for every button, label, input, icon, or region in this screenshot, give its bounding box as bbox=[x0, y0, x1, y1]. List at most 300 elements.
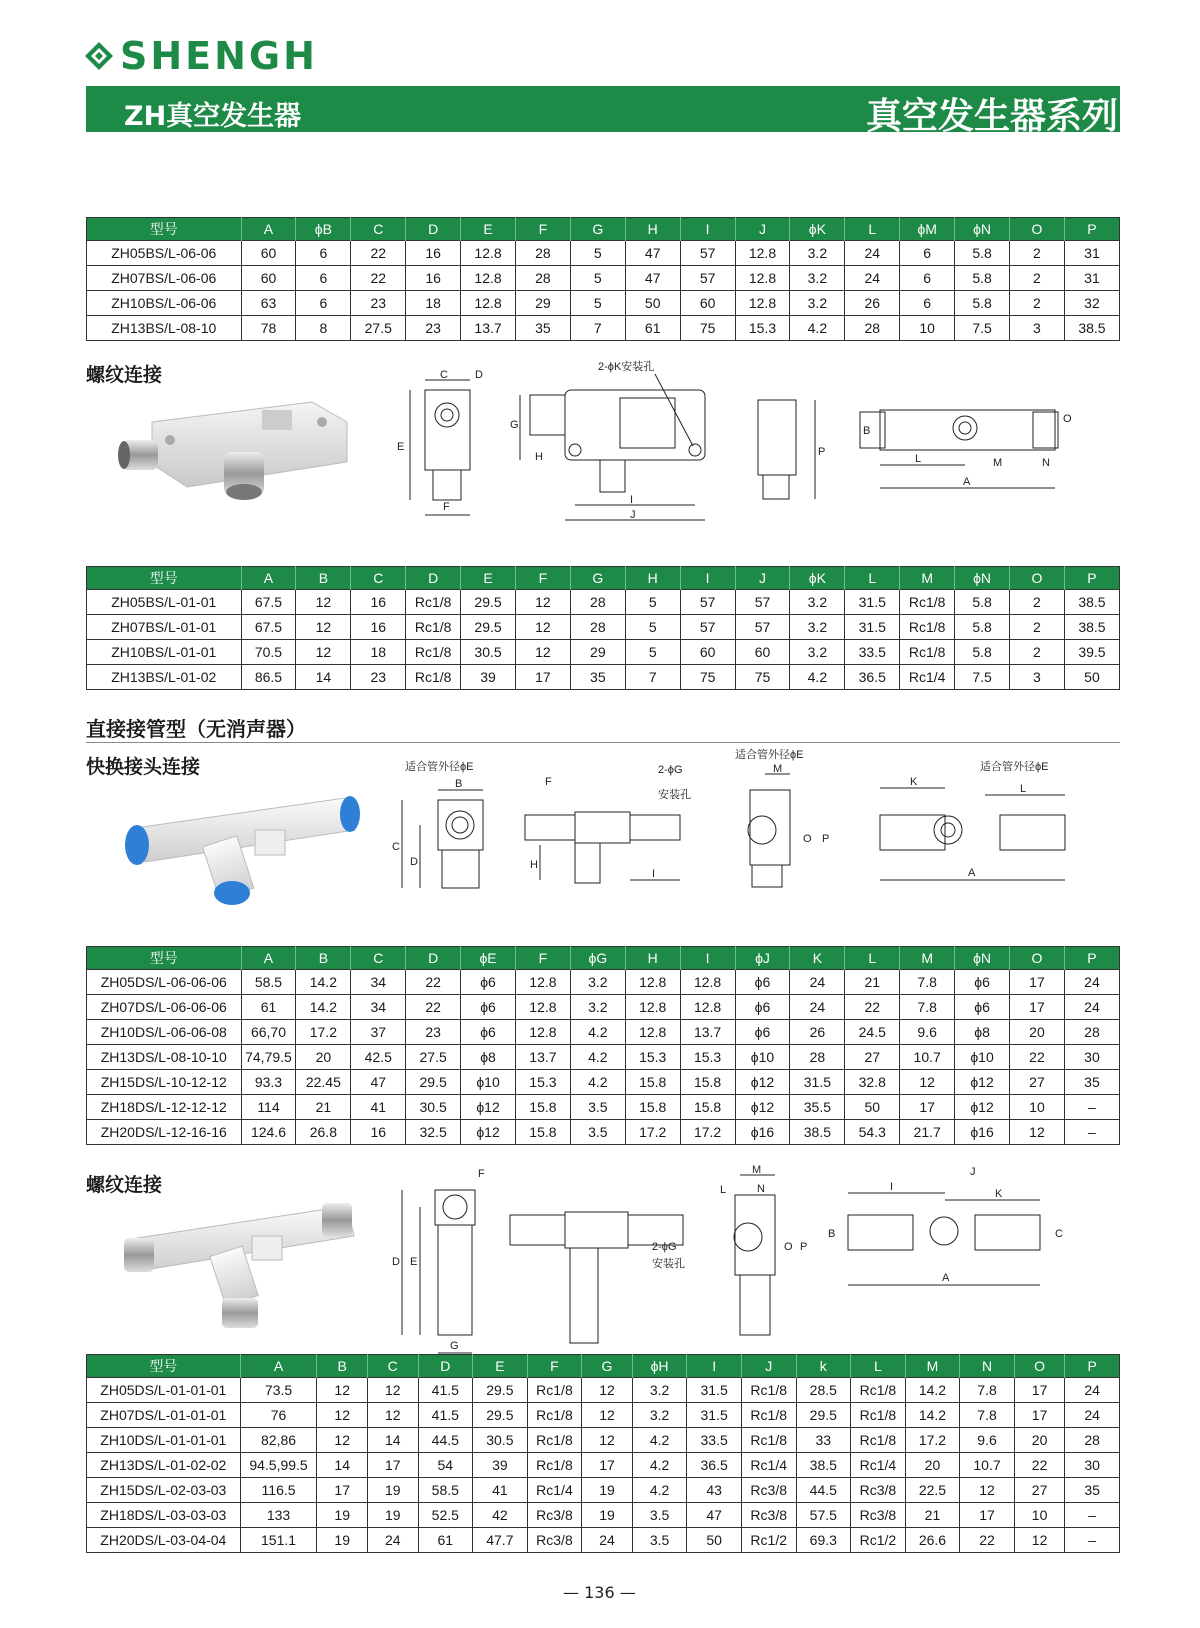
value-cell: ϕ6 bbox=[461, 1020, 516, 1045]
svg-text:A: A bbox=[942, 1272, 950, 1284]
value-cell: 50 bbox=[687, 1528, 742, 1553]
value-cell: 12 bbox=[582, 1403, 633, 1428]
value-cell: 19 bbox=[367, 1478, 418, 1503]
value-cell: 7.8 bbox=[900, 995, 955, 1020]
value-cell: ϕ6 bbox=[735, 970, 790, 995]
value-cell: 19 bbox=[582, 1478, 633, 1503]
value-cell: 75 bbox=[680, 665, 735, 690]
value-cell: 17 bbox=[367, 1453, 418, 1478]
value-cell: Rc1/4 bbox=[851, 1453, 906, 1478]
value-cell: 26 bbox=[845, 291, 900, 316]
svg-text:D: D bbox=[475, 369, 483, 381]
value-cell: 57 bbox=[735, 615, 790, 640]
value-cell: ϕ16 bbox=[735, 1120, 790, 1145]
value-cell: 18 bbox=[351, 640, 406, 665]
svg-text:B: B bbox=[863, 425, 871, 437]
svg-text:B: B bbox=[455, 778, 463, 790]
value-cell: 22.5 bbox=[905, 1478, 960, 1503]
value-cell: 7.8 bbox=[900, 970, 955, 995]
value-cell: 6 bbox=[296, 291, 351, 316]
column-header: K bbox=[790, 947, 845, 970]
value-cell: 35 bbox=[570, 665, 625, 690]
value-cell: 19 bbox=[582, 1503, 633, 1528]
value-cell: 5.8 bbox=[955, 590, 1010, 615]
value-cell: 17.2 bbox=[905, 1428, 960, 1453]
column-header: L bbox=[845, 567, 900, 590]
value-cell: 74,79.5 bbox=[241, 1045, 296, 1070]
value-cell: 3.2 bbox=[790, 590, 845, 615]
value-cell: 39 bbox=[461, 665, 516, 690]
value-cell: Rc1/4 bbox=[527, 1478, 582, 1503]
table-row bbox=[87, 241, 1120, 266]
value-cell: 19 bbox=[367, 1503, 418, 1528]
column-header: J bbox=[741, 1355, 796, 1378]
svg-text:F: F bbox=[478, 1168, 485, 1180]
value-cell: 15.3 bbox=[680, 1045, 735, 1070]
table-row bbox=[87, 1403, 1120, 1428]
value-cell: 36.5 bbox=[845, 665, 900, 690]
spec-table-4 bbox=[86, 1354, 1120, 1553]
column-header: B bbox=[296, 947, 351, 970]
model-cell: ZH13DS/L-01-02-02 bbox=[87, 1453, 241, 1478]
model-cell: ZH07DS/L-01-01-01 bbox=[87, 1403, 241, 1428]
value-cell: 44.5 bbox=[796, 1478, 851, 1503]
value-cell: 17 bbox=[1014, 1403, 1065, 1428]
value-cell: 9.6 bbox=[960, 1428, 1015, 1453]
value-cell: 24 bbox=[1065, 1403, 1120, 1428]
table-row bbox=[87, 1070, 1120, 1095]
value-cell: Rc1/8 bbox=[741, 1428, 796, 1453]
value-cell: 2 bbox=[1010, 241, 1065, 266]
section-title-direct-connect: 直接接管型（无消声器） bbox=[86, 717, 306, 741]
column-header: O bbox=[1014, 1355, 1065, 1378]
value-cell: 28 bbox=[515, 241, 570, 266]
value-cell: 12 bbox=[582, 1378, 633, 1403]
value-cell: 22 bbox=[351, 241, 406, 266]
value-cell: 57 bbox=[735, 590, 790, 615]
value-cell: 17 bbox=[1010, 970, 1065, 995]
value-cell: 58.5 bbox=[241, 970, 296, 995]
value-cell: 17 bbox=[1014, 1378, 1065, 1403]
value-cell: 24.5 bbox=[845, 1020, 900, 1045]
value-cell: 4.2 bbox=[790, 665, 845, 690]
value-cell: 63 bbox=[241, 291, 296, 316]
table-row bbox=[87, 291, 1120, 316]
value-cell: 60 bbox=[241, 241, 296, 266]
value-cell: 50 bbox=[625, 291, 680, 316]
column-header: ϕH bbox=[632, 1355, 687, 1378]
value-cell: 5.8 bbox=[955, 291, 1010, 316]
value-cell: Rc3/8 bbox=[851, 1478, 906, 1503]
svg-text:P: P bbox=[818, 446, 826, 458]
value-cell: 15.3 bbox=[515, 1070, 570, 1095]
model-cell: ZH20DS/L-03-04-04 bbox=[87, 1528, 241, 1553]
svg-text:N: N bbox=[757, 1183, 765, 1195]
value-cell: 60 bbox=[680, 291, 735, 316]
value-cell: 47 bbox=[687, 1503, 742, 1528]
value-cell: 20 bbox=[905, 1453, 960, 1478]
logo-text: SHENGH bbox=[120, 34, 318, 78]
value-cell: 24 bbox=[367, 1528, 418, 1553]
value-cell: 114 bbox=[241, 1095, 296, 1120]
value-cell: 67.5 bbox=[241, 590, 296, 615]
value-cell: 12 bbox=[515, 640, 570, 665]
value-cell: 2 bbox=[1010, 615, 1065, 640]
value-cell: Rc3/8 bbox=[527, 1528, 582, 1553]
model-cell: ZH05BS/L-01-01 bbox=[87, 590, 242, 615]
value-cell: 28 bbox=[570, 590, 625, 615]
column-header: E bbox=[473, 1355, 528, 1378]
value-cell: 36.5 bbox=[687, 1453, 742, 1478]
table-row bbox=[87, 970, 1120, 995]
value-cell: 33.5 bbox=[687, 1428, 742, 1453]
value-cell: 31 bbox=[1064, 241, 1119, 266]
mount-g-label-3: 2-ϕG bbox=[652, 1241, 677, 1253]
value-cell: 12 bbox=[1014, 1528, 1065, 1553]
value-cell: 12.8 bbox=[680, 995, 735, 1020]
value-cell: 3.5 bbox=[632, 1528, 687, 1553]
value-cell: 2 bbox=[1010, 266, 1065, 291]
table-row bbox=[87, 1095, 1120, 1120]
value-cell: 12.8 bbox=[461, 291, 516, 316]
table-row bbox=[87, 1503, 1120, 1528]
table-row bbox=[87, 316, 1120, 341]
value-cell: Rc1/8 bbox=[527, 1403, 582, 1428]
value-cell: Rc1/4 bbox=[741, 1453, 796, 1478]
column-header: F bbox=[515, 567, 570, 590]
column-header: ϕE bbox=[461, 947, 516, 970]
column-header: D bbox=[406, 218, 461, 241]
table-header-row bbox=[87, 947, 1120, 970]
value-cell: 3.5 bbox=[570, 1120, 625, 1145]
value-cell: 41 bbox=[473, 1478, 528, 1503]
model-cell: ZH15DS/L-02-03-03 bbox=[87, 1478, 241, 1503]
svg-text:J: J bbox=[630, 509, 636, 521]
value-cell: 43 bbox=[687, 1478, 742, 1503]
column-header: B bbox=[296, 567, 351, 590]
value-cell: 37 bbox=[351, 1020, 406, 1045]
value-cell: 93.3 bbox=[241, 1070, 296, 1095]
value-cell: 17 bbox=[960, 1503, 1015, 1528]
value-cell: 29.5 bbox=[461, 615, 516, 640]
value-cell: 14 bbox=[367, 1428, 418, 1453]
column-header: D bbox=[418, 1355, 473, 1378]
value-cell: 22 bbox=[351, 266, 406, 291]
svg-text:C: C bbox=[392, 841, 400, 853]
column-header: L bbox=[851, 1355, 906, 1378]
value-cell: 29.5 bbox=[473, 1378, 528, 1403]
value-cell: 7 bbox=[625, 665, 680, 690]
value-cell: 60 bbox=[735, 640, 790, 665]
column-header: H bbox=[625, 567, 680, 590]
value-cell: 54 bbox=[418, 1453, 473, 1478]
svg-text:I: I bbox=[890, 1181, 894, 1193]
value-cell: 3.2 bbox=[570, 995, 625, 1020]
column-header: A bbox=[241, 947, 296, 970]
value-cell: 23 bbox=[406, 316, 461, 341]
value-cell: 4.2 bbox=[632, 1428, 687, 1453]
column-header: D bbox=[406, 947, 461, 970]
svg-text:G: G bbox=[510, 419, 519, 431]
mount-g-label: 2-ϕG bbox=[658, 764, 683, 776]
value-cell: – bbox=[1064, 1095, 1119, 1120]
value-cell: 3.2 bbox=[790, 615, 845, 640]
value-cell: 10.7 bbox=[960, 1453, 1015, 1478]
value-cell: 13.7 bbox=[515, 1045, 570, 1070]
model-cell: ZH20DS/L-12-16-16 bbox=[87, 1120, 242, 1145]
value-cell: 12.8 bbox=[461, 241, 516, 266]
value-cell: 14.2 bbox=[905, 1378, 960, 1403]
column-header: ϕN bbox=[955, 567, 1010, 590]
value-cell: 57.5 bbox=[796, 1503, 851, 1528]
spec-table-2 bbox=[86, 566, 1120, 690]
value-cell: ϕ6 bbox=[461, 970, 516, 995]
column-header: J bbox=[735, 567, 790, 590]
value-cell: 31.5 bbox=[845, 590, 900, 615]
value-cell: Rc1/8 bbox=[741, 1378, 796, 1403]
value-cell: 66,70 bbox=[241, 1020, 296, 1045]
value-cell: 23 bbox=[351, 665, 406, 690]
svg-text:F: F bbox=[443, 501, 450, 513]
column-header: O bbox=[1010, 567, 1065, 590]
table-row bbox=[87, 590, 1120, 615]
value-cell: 12 bbox=[960, 1478, 1015, 1503]
column-header: C bbox=[351, 947, 406, 970]
value-cell: 76 bbox=[240, 1403, 317, 1428]
svg-text:O: O bbox=[1063, 413, 1072, 425]
value-cell: 6 bbox=[900, 266, 955, 291]
column-header: ϕN bbox=[955, 218, 1010, 241]
value-cell: 41 bbox=[351, 1095, 406, 1120]
value-cell: 35 bbox=[515, 316, 570, 341]
value-cell: ϕ12 bbox=[735, 1070, 790, 1095]
value-cell: 12 bbox=[296, 590, 351, 615]
svg-text:O: O bbox=[803, 833, 812, 845]
column-header: 型号 bbox=[87, 947, 242, 970]
value-cell: 28 bbox=[790, 1045, 845, 1070]
value-cell: 26.8 bbox=[296, 1120, 351, 1145]
value-cell: 3.5 bbox=[570, 1095, 625, 1120]
value-cell: 57 bbox=[680, 241, 735, 266]
model-cell: ZH05DS/L-01-01-01 bbox=[87, 1378, 241, 1403]
value-cell: ϕ6 bbox=[735, 1020, 790, 1045]
value-cell: ϕ6 bbox=[461, 995, 516, 1020]
value-cell: 24 bbox=[790, 970, 845, 995]
value-cell: 31.5 bbox=[687, 1378, 742, 1403]
model-cell: ZH07BS/L-06-06 bbox=[87, 266, 242, 291]
value-cell: 28 bbox=[1065, 1428, 1120, 1453]
value-cell: 28 bbox=[845, 316, 900, 341]
header-left-title: ZH真空发生器 bbox=[124, 101, 302, 132]
value-cell: 82,86 bbox=[240, 1428, 317, 1453]
svg-text:M: M bbox=[752, 1164, 762, 1176]
column-header: ϕG bbox=[570, 947, 625, 970]
value-cell: 12.8 bbox=[625, 995, 680, 1020]
column-header: P bbox=[1065, 1355, 1120, 1378]
value-cell: 32.5 bbox=[406, 1120, 461, 1145]
table-row bbox=[87, 1528, 1120, 1553]
value-cell: 3.2 bbox=[790, 241, 845, 266]
column-header: F bbox=[515, 947, 570, 970]
table-row bbox=[87, 640, 1120, 665]
value-cell: 29 bbox=[515, 291, 570, 316]
value-cell: 12.8 bbox=[625, 1020, 680, 1045]
value-cell: 17.2 bbox=[625, 1120, 680, 1145]
header-right-title: 真空发生器系列 bbox=[865, 96, 1118, 137]
value-cell: 41.5 bbox=[418, 1378, 473, 1403]
value-cell: 75 bbox=[680, 316, 735, 341]
value-cell: 17.2 bbox=[296, 1020, 351, 1045]
value-cell: 12 bbox=[317, 1428, 368, 1453]
value-cell: – bbox=[1065, 1528, 1120, 1553]
value-cell: 3.2 bbox=[632, 1403, 687, 1428]
column-header: L bbox=[845, 218, 900, 241]
value-cell: – bbox=[1065, 1503, 1120, 1528]
value-cell: 12.8 bbox=[515, 970, 570, 995]
value-cell: 47 bbox=[625, 241, 680, 266]
svg-text:O: O bbox=[784, 1241, 793, 1253]
value-cell: 12 bbox=[900, 1070, 955, 1095]
model-cell: ZH05BS/L-06-06 bbox=[87, 241, 242, 266]
value-cell: 22.45 bbox=[296, 1070, 351, 1095]
value-cell: Rc1/8 bbox=[406, 615, 461, 640]
column-header: C bbox=[351, 218, 406, 241]
value-cell: 20 bbox=[1014, 1428, 1065, 1453]
table-row bbox=[87, 1020, 1120, 1045]
value-cell: 94.5,99.5 bbox=[240, 1453, 317, 1478]
value-cell: 24 bbox=[845, 241, 900, 266]
value-cell: 38.5 bbox=[1064, 316, 1119, 341]
value-cell: 67.5 bbox=[241, 615, 296, 640]
value-cell: 4.2 bbox=[570, 1020, 625, 1045]
value-cell: Rc1/8 bbox=[900, 590, 955, 615]
column-header: ϕB bbox=[296, 218, 351, 241]
value-cell: 133 bbox=[240, 1503, 317, 1528]
column-header: M bbox=[900, 567, 955, 590]
section-title-thread-1: 螺纹连接 bbox=[86, 364, 163, 386]
model-cell: ZH13BS/L-01-02 bbox=[87, 665, 242, 690]
value-cell: 31.5 bbox=[845, 615, 900, 640]
spec-table-3 bbox=[86, 946, 1120, 1145]
column-header: ϕM bbox=[900, 218, 955, 241]
value-cell: ϕ8 bbox=[955, 1020, 1010, 1045]
value-cell: Rc3/8 bbox=[741, 1503, 796, 1528]
svg-text:D: D bbox=[410, 856, 418, 868]
value-cell: Rc1/2 bbox=[851, 1528, 906, 1553]
svg-text:C: C bbox=[1055, 1228, 1063, 1240]
product-image-b-thread bbox=[112, 392, 362, 512]
value-cell: 14.2 bbox=[296, 970, 351, 995]
value-cell: 12 bbox=[367, 1378, 418, 1403]
value-cell: 5 bbox=[570, 291, 625, 316]
value-cell: 38.5 bbox=[790, 1120, 845, 1145]
value-cell: 3.2 bbox=[790, 266, 845, 291]
column-header: O bbox=[1010, 218, 1065, 241]
value-cell: 21 bbox=[296, 1095, 351, 1120]
value-cell: 27 bbox=[1014, 1478, 1065, 1503]
model-cell: ZH07DS/L-06-06-06 bbox=[87, 995, 242, 1020]
column-header: P bbox=[1064, 218, 1119, 241]
model-cell: ZH18DS/L-12-12-12 bbox=[87, 1095, 242, 1120]
value-cell: 12 bbox=[515, 590, 570, 615]
value-cell: 12 bbox=[317, 1378, 368, 1403]
svg-text:K: K bbox=[910, 776, 918, 788]
model-cell: ZH10BS/L-01-01 bbox=[87, 640, 242, 665]
value-cell: 22 bbox=[1010, 1045, 1065, 1070]
value-cell: Rc1/8 bbox=[741, 1403, 796, 1428]
value-cell: ϕ6 bbox=[955, 995, 1010, 1020]
value-cell: 30 bbox=[1064, 1045, 1119, 1070]
column-header: B bbox=[317, 1355, 368, 1378]
value-cell: 15.8 bbox=[625, 1070, 680, 1095]
column-header: I bbox=[687, 1355, 742, 1378]
value-cell: 73.5 bbox=[240, 1378, 317, 1403]
value-cell: 24 bbox=[1064, 970, 1119, 995]
value-cell: 19 bbox=[317, 1503, 368, 1528]
value-cell: ϕ10 bbox=[955, 1045, 1010, 1070]
value-cell: 16 bbox=[351, 615, 406, 640]
value-cell: 29 bbox=[570, 640, 625, 665]
svg-text:F: F bbox=[545, 776, 552, 788]
value-cell: Rc3/8 bbox=[851, 1503, 906, 1528]
svg-text:L: L bbox=[720, 1184, 727, 1196]
svg-text:D: D bbox=[392, 1256, 400, 1268]
mount-hole-label: 2-ϕK安装孔 bbox=[598, 361, 655, 373]
value-cell: 31.5 bbox=[790, 1070, 845, 1095]
value-cell: 7.5 bbox=[955, 316, 1010, 341]
svg-text:M: M bbox=[993, 457, 1003, 469]
value-cell: 24 bbox=[1064, 995, 1119, 1020]
column-header: F bbox=[527, 1355, 582, 1378]
value-cell: 15.3 bbox=[625, 1045, 680, 1070]
value-cell: 30.5 bbox=[473, 1428, 528, 1453]
value-cell: 78 bbox=[241, 316, 296, 341]
value-cell: 34 bbox=[351, 970, 406, 995]
value-cell: 22 bbox=[406, 995, 461, 1020]
column-header: I bbox=[680, 947, 735, 970]
value-cell: 12 bbox=[367, 1403, 418, 1428]
table-row bbox=[87, 995, 1120, 1020]
value-cell: 32 bbox=[1064, 291, 1119, 316]
value-cell: 61 bbox=[241, 995, 296, 1020]
svg-text:N: N bbox=[1042, 457, 1050, 469]
value-cell: 75 bbox=[735, 665, 790, 690]
table-row bbox=[87, 665, 1120, 690]
value-cell: 60 bbox=[241, 266, 296, 291]
value-cell: 3.5 bbox=[632, 1503, 687, 1528]
value-cell: 54.3 bbox=[845, 1120, 900, 1145]
value-cell: 30.5 bbox=[461, 640, 516, 665]
value-cell: 12 bbox=[1010, 1120, 1065, 1145]
value-cell: 22 bbox=[1014, 1453, 1065, 1478]
value-cell: 47 bbox=[351, 1070, 406, 1095]
value-cell: 15.8 bbox=[680, 1095, 735, 1120]
value-cell: 29.5 bbox=[473, 1403, 528, 1428]
value-cell: 20 bbox=[296, 1045, 351, 1070]
svg-text:E: E bbox=[397, 441, 405, 453]
svg-text:E: E bbox=[410, 1256, 418, 1268]
page-number: — 136 — bbox=[563, 1583, 636, 1602]
value-cell: 16 bbox=[351, 1120, 406, 1145]
value-cell: 5 bbox=[625, 640, 680, 665]
svg-text:H: H bbox=[535, 451, 543, 463]
value-cell: ϕ10 bbox=[735, 1045, 790, 1070]
value-cell: 6 bbox=[296, 241, 351, 266]
value-cell: 10 bbox=[1010, 1095, 1065, 1120]
value-cell: 12.8 bbox=[515, 1020, 570, 1045]
value-cell: 5.8 bbox=[955, 241, 1010, 266]
value-cell: 27 bbox=[1010, 1070, 1065, 1095]
